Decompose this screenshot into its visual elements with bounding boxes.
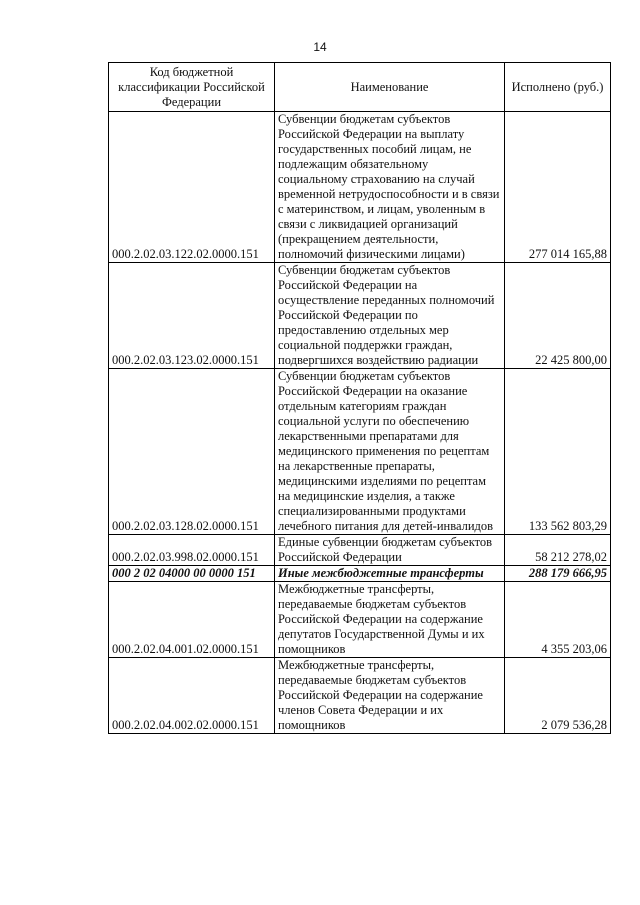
row-name: Межбюджетные трансферты, передаваемые бюджетам субъектов Российской Федерации на содержание членов Совета Федерации и их помощников xyxy=(275,658,505,734)
row-code: 000.2.02.04.001.02.0000.151 xyxy=(109,582,275,658)
row-amount: 58 212 278,02 xyxy=(505,535,611,566)
header-code: Код бюджетной классификации Российской Федерации xyxy=(109,63,275,112)
budget-table xyxy=(108,62,611,734)
row-code: 000.2.02.04.002.02.0000.151 xyxy=(109,658,275,734)
row-code: 000.2.02.03.998.02.0000.151 xyxy=(109,535,275,566)
table-row xyxy=(109,658,611,734)
group-code: 000 2 02 04000 00 0000 151 xyxy=(109,566,275,582)
row-name: Единые субвенции бюджетам субъектов Российской Федерации xyxy=(275,535,505,566)
table-row xyxy=(109,112,611,263)
group-name: Иные межбюджетные трансферты xyxy=(275,566,505,582)
header-name: Наименование xyxy=(275,63,505,112)
row-amount: 2 079 536,28 xyxy=(505,658,611,734)
row-amount: 22 425 800,00 xyxy=(505,263,611,369)
group-amount: 288 179 666,95 xyxy=(505,566,611,582)
row-amount: 277 014 165,88 xyxy=(505,112,611,263)
row-amount: 4 355 203,06 xyxy=(505,582,611,658)
row-name: Субвенции бюджетам субъектов Российской Федерации на осуществление переданных полномочий Российской Федерации по предоставлению отдельных мер социальной поддержки граждан, подвергшихся воздействию радиации xyxy=(275,263,505,369)
row-name: Субвенции бюджетам субъектов Российской Федерации на выплату государственных пособий лицам, не подлежащим обязательному социальному страхованию на случай временной нетрудоспособности и в связи с материнством, и лицам, уволенным в связи с ликвидацией организаций (прекращением деятельности, полномочий физическими лицами) xyxy=(275,112,505,263)
table-row xyxy=(109,263,611,369)
table-row xyxy=(109,369,611,535)
table-group-row xyxy=(109,566,611,582)
row-code: 000.2.02.03.123.02.0000.151 xyxy=(109,263,275,369)
header-amount: Исполнено (руб.) xyxy=(505,63,611,112)
table-row xyxy=(109,535,611,566)
row-name: Субвенции бюджетам субъектов Российской Федерации на оказание отдельным категориям граждан социальной услуги по обеспечению лекарственными препаратами для медицинского применения по рецептам на лекарственные препараты, медицинскими изделиями по рецептам на медицинские изделия, а также специализированными продуктами лечебного питания для детей-инвалидов xyxy=(275,369,505,535)
table-row xyxy=(109,582,611,658)
table-header-row xyxy=(109,63,611,112)
row-amount: 133 562 803,29 xyxy=(505,369,611,535)
row-code: 000.2.02.03.128.02.0000.151 xyxy=(109,369,275,535)
row-code: 000.2.02.03.122.02.0000.151 xyxy=(109,112,275,263)
row-name: Межбюджетные трансферты, передаваемые бюджетам субъектов Российской Федерации на содержание депутатов Государственной Думы и их помощников xyxy=(275,582,505,658)
page-number: 14 xyxy=(313,40,327,54)
